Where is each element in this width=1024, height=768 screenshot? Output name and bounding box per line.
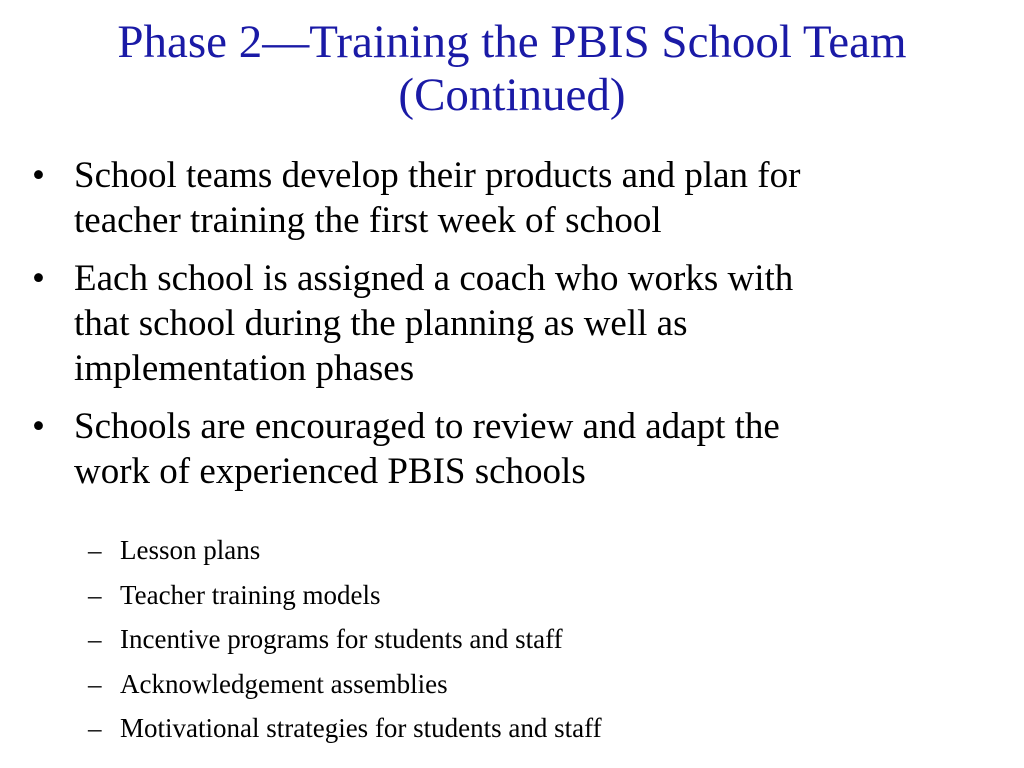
sub-item-text: Motivational strategies for students and staff [120, 713, 602, 743]
bullet-text-line: implementation phases [74, 348, 415, 389]
sub-item-text: Incentive programs for students and staff [120, 624, 563, 654]
bullet-text-line: teacher training the first week of school [74, 200, 662, 241]
sub-dash: – [88, 668, 102, 699]
sub-item-acknowledgement-assemblies [0, 662, 1024, 707]
bullet-text-line: Each school is assigned a coach who works with [74, 258, 794, 299]
bullet-dot: • [32, 258, 45, 299]
sub-dash: – [88, 624, 102, 654]
slide-title [0, 16, 1024, 122]
bullet-dot: • [32, 406, 45, 447]
sub-item-motivational-strategies [0, 706, 1024, 751]
bullet-item-2 [0, 256, 1024, 391]
bullet-list [0, 153, 1024, 507]
sub-dash: – [88, 713, 102, 743]
bullet-text-line: Schools are encouraged to review and adapt the [74, 406, 780, 447]
sub-item-text: Teacher training models [120, 579, 381, 610]
sub-dash: – [88, 579, 102, 610]
sub-dash: – [88, 535, 102, 565]
sub-item-incentive-programs [0, 617, 1024, 662]
sub-item-text: Lesson plans [120, 535, 261, 565]
sub-bullet-list [0, 528, 1024, 751]
sub-item-teacher-training-models [0, 573, 1024, 618]
bullet-text-line: work of experienced PBIS schools [74, 451, 586, 492]
bullet-dot: • [32, 155, 45, 196]
slide-title-line-1: Phase 2—Training the PBIS School Team [117, 16, 907, 68]
bullet-item-1 [0, 153, 1024, 243]
bullet-item-3 [0, 404, 1024, 494]
slide-title-line-2: (Continued) [398, 69, 626, 121]
bullet-text-line: that school during the planning as well as [74, 303, 688, 344]
sub-item-lesson-plans [0, 528, 1024, 573]
sub-item-text: Acknowledgement assemblies [120, 668, 448, 699]
bullet-text-line: School teams develop their products and plan for [74, 155, 801, 196]
